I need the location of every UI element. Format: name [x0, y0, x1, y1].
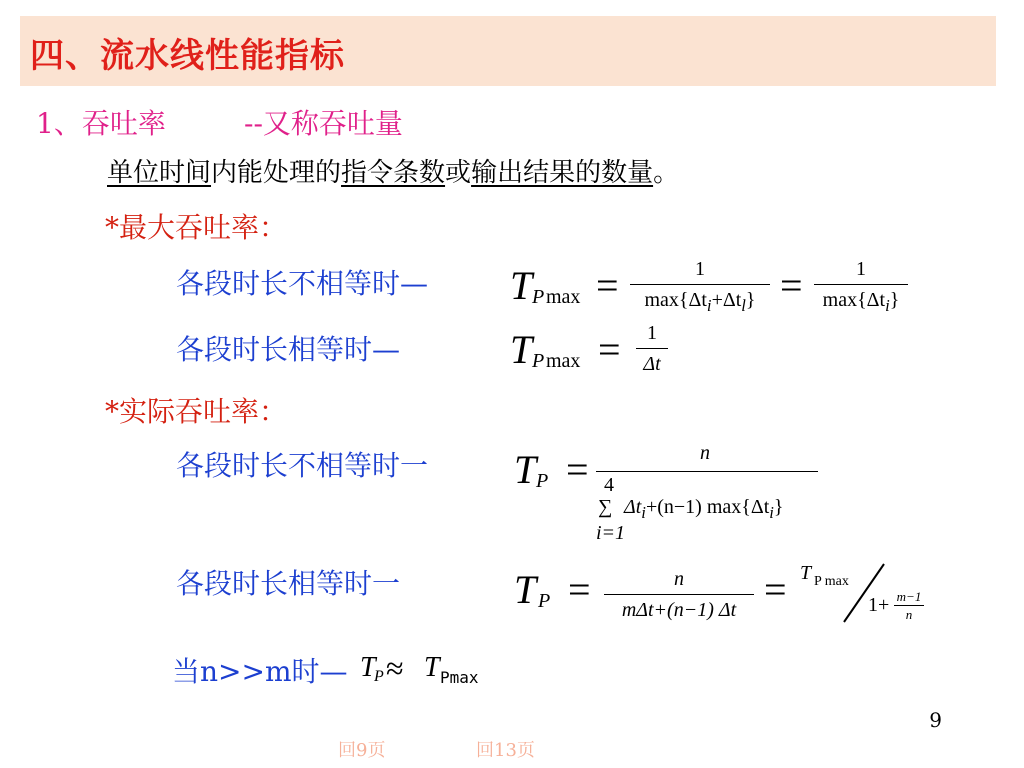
definition-term-instructions: 指令条数	[341, 158, 446, 188]
fraction-3	[636, 322, 668, 375]
fraction-numerator: 1	[856, 258, 866, 280]
slash-numerator-T: T	[800, 562, 812, 584]
case-unequal-max-label: 各段时长不相等时—	[176, 267, 429, 300]
formula-equals: =	[598, 327, 621, 372]
max-throughput-heading: *最大吞吐率：	[105, 211, 288, 244]
approx-symbol: ≈	[386, 650, 404, 686]
formula-symbol-T-max: T	[424, 652, 440, 683]
fraction-bar	[814, 284, 908, 285]
fraction-bar	[630, 284, 770, 285]
formula-sub-P: P	[532, 350, 545, 372]
slash-denominator: 1+	[868, 594, 890, 616]
sum-upper-limit: 4	[604, 474, 614, 496]
section-alias: --又称吞吐量	[244, 107, 403, 140]
case-unequal-actual-label: 各段时长不相等时一	[176, 449, 429, 482]
formula-symbol-T: T	[360, 652, 376, 683]
definition-or: 或	[445, 158, 472, 188]
fraction-denominator: $\max\{\Delta t_i\}$	[822, 289, 900, 315]
formula-equals: =	[596, 263, 619, 308]
fraction-bar	[596, 471, 818, 472]
formula-symbol-T: T	[510, 327, 533, 372]
fraction-denominator: mΔt+(n−1) Δt	[621, 599, 737, 621]
section-label: 1、吞吐率	[36, 107, 166, 140]
fraction-numerator-n: n	[700, 442, 710, 464]
definition-term-results: 输出结果的数量	[471, 158, 654, 188]
small-fraction-numerator: m−1	[896, 589, 922, 604]
fraction-numerator: n	[674, 568, 684, 590]
fraction-denominator: Δt	[643, 353, 661, 375]
fraction-1	[630, 258, 770, 317]
actual-throughput-heading: *实际吞吐率：	[105, 395, 288, 428]
formula-equals: =	[566, 447, 589, 492]
nav-back-page-9[interactable]: 回9页	[338, 740, 386, 761]
fraction-bar	[604, 594, 754, 595]
formula-sub-pmax: Pmax	[440, 668, 479, 687]
fraction-4	[604, 568, 754, 621]
formula-equals-2: =	[780, 263, 803, 308]
formula-symbol-T: T	[510, 263, 533, 308]
slash-numerator-sub: P max	[814, 574, 849, 589]
sum-lower-limit: i=1	[596, 522, 626, 544]
case-equal-actual-label: 各段时长相等时一	[176, 567, 401, 600]
limit-condition-label: 当n>>m时—	[172, 655, 348, 688]
case-equal-max-label: 各段时长相等时—	[176, 333, 401, 366]
nav-back-page-13[interactable]: 回13页	[476, 740, 535, 761]
formula-equals-2: =	[764, 567, 787, 612]
formula-sub-P: P	[536, 470, 549, 492]
definition-text	[107, 152, 679, 189]
small-fraction	[894, 590, 924, 621]
sum-body: $\Delta t_i+(n-1)$ $\max\{\Delta t_i\}$	[624, 496, 784, 522]
formula-symbol-T: T	[514, 567, 537, 612]
definition-connector: 内能处理的	[211, 158, 342, 188]
small-fraction-denominator: n	[905, 607, 913, 622]
formula-equals: =	[568, 567, 591, 612]
sum-symbol: ∑	[598, 496, 613, 518]
page-number: 9	[929, 708, 942, 732]
definition-term-unit-time: 单位时间	[107, 158, 212, 188]
fraction-numerator: 1	[695, 258, 705, 280]
fraction-denominator: $\max\{\Delta t_i+\Delta t_l\}$	[644, 289, 756, 315]
page-title: 四、流水线性能指标	[30, 36, 345, 76]
small-fraction-bar	[894, 605, 924, 606]
formula-sub-P: P	[532, 286, 545, 308]
definition-period: 。	[653, 158, 680, 188]
formula-sub-max: max	[546, 350, 581, 372]
fraction-bar	[636, 348, 668, 349]
fraction-numerator: 1	[647, 322, 657, 344]
fraction-2	[814, 258, 908, 317]
formula-sub-max: max	[546, 286, 581, 308]
formula-sub-P: P	[538, 590, 551, 612]
formula-symbol-T: T	[514, 447, 537, 492]
formula-sub-P: P	[374, 668, 384, 685]
